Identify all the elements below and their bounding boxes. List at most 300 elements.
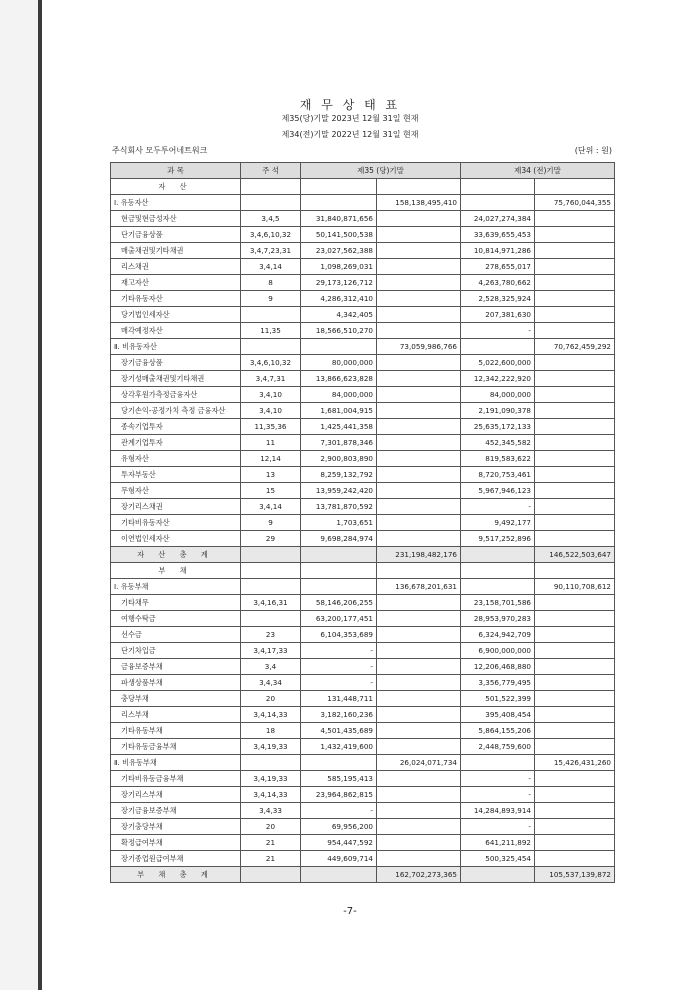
prior-total-cell (535, 627, 615, 643)
current-detail-cell: 1,703,651 (301, 515, 377, 531)
prior-detail-cell: 84,000,000 (461, 387, 535, 403)
note-cell: 3,4,7,23,31 (241, 243, 301, 259)
note-cell: 3,4,6,10,32 (241, 227, 301, 243)
current-detail-cell: 80,000,000 (301, 355, 377, 371)
current-total-cell (377, 259, 461, 275)
current-detail-cell: 131,448,711 (301, 691, 377, 707)
table-row (111, 771, 615, 787)
account-cell: 장기리스부채 (111, 787, 241, 803)
prior-total-cell (535, 355, 615, 371)
current-total-cell (377, 771, 461, 787)
prior-detail-cell (461, 179, 535, 195)
account-cell: 기타유동금융부채 (111, 739, 241, 755)
prior-total-cell (535, 707, 615, 723)
current-detail-cell: 58,146,206,255 (301, 595, 377, 611)
account-cell: 파생상품부채 (111, 675, 241, 691)
current-total-cell (377, 227, 461, 243)
prior-detail-cell: 12,342,222,920 (461, 371, 535, 387)
table-row (111, 515, 615, 531)
prior-detail-cell: - (461, 819, 535, 835)
current-detail-cell (301, 179, 377, 195)
prior-total-cell (535, 723, 615, 739)
prior-total-cell (535, 851, 615, 867)
current-total-cell: 162,702,273,365 (377, 867, 461, 883)
prior-total-cell (535, 275, 615, 291)
current-detail-cell: 31,840,871,656 (301, 211, 377, 227)
current-detail-cell: 63,200,177,451 (301, 611, 377, 627)
table-row (111, 755, 615, 771)
account-cell: 리스부채 (111, 707, 241, 723)
prior-total-cell (535, 291, 615, 307)
current-detail-cell: - (301, 675, 377, 691)
current-detail-cell: - (301, 659, 377, 675)
prior-detail-cell: 395,408,454 (461, 707, 535, 723)
note-cell: 11,35,36 (241, 419, 301, 435)
account-cell: 관계기업투자 (111, 435, 241, 451)
account-cell: 당기손익-공정가치 측정 금융자산 (111, 403, 241, 419)
table-row (111, 579, 615, 595)
table-row (111, 275, 615, 291)
current-total-cell (377, 307, 461, 323)
prior-detail-cell: - (461, 787, 535, 803)
account-cell: 자 산 (111, 179, 241, 195)
current-detail-cell: - (301, 643, 377, 659)
header-note: 주 석 (241, 163, 301, 179)
note-cell: 11,35 (241, 323, 301, 339)
note-cell: 9 (241, 291, 301, 307)
note-cell: 3,4,14 (241, 259, 301, 275)
prior-detail-cell: 5,864,155,206 (461, 723, 535, 739)
current-total-cell: 136,678,201,631 (377, 579, 461, 595)
note-cell (241, 179, 301, 195)
note-cell: 21 (241, 851, 301, 867)
account-cell: 장기성매출채권및기타채권 (111, 371, 241, 387)
prior-total-cell: 70,762,459,292 (535, 339, 615, 355)
prior-detail-cell: 819,583,622 (461, 451, 535, 467)
current-total-cell (377, 595, 461, 611)
prior-total-cell (535, 611, 615, 627)
account-cell: 장기금융상품 (111, 355, 241, 371)
table-row (111, 195, 615, 211)
table-header-row (111, 163, 615, 179)
account-cell: 기타유동자산 (111, 291, 241, 307)
current-total-cell (377, 403, 461, 419)
prior-detail-cell: 25,635,172,133 (461, 419, 535, 435)
prior-total-cell (535, 819, 615, 835)
note-cell: 15 (241, 483, 301, 499)
prior-total-cell (535, 243, 615, 259)
current-detail-cell: 18,566,510,270 (301, 323, 377, 339)
table-row (111, 787, 615, 803)
account-cell: 상각후원가측정금융자산 (111, 387, 241, 403)
prior-detail-cell: 452,345,582 (461, 435, 535, 451)
note-cell: 3,4,33 (241, 803, 301, 819)
page-number: -7- (343, 906, 357, 917)
current-total-cell (377, 515, 461, 531)
current-detail-cell: 1,425,441,358 (301, 419, 377, 435)
account-cell: 리스채권 (111, 259, 241, 275)
table-row (111, 419, 615, 435)
current-total-cell (377, 819, 461, 835)
note-cell: 3,4,14 (241, 499, 301, 515)
prior-total-cell (535, 387, 615, 403)
account-cell: Ⅰ. 유동자산 (111, 195, 241, 211)
company-name: 주식회사 모두투어네트워크 (112, 146, 208, 155)
current-detail-cell: 1,681,004,915 (301, 403, 377, 419)
current-detail-cell (301, 755, 377, 771)
note-cell: 20 (241, 819, 301, 835)
current-detail-cell (301, 547, 377, 563)
prior-total-cell (535, 835, 615, 851)
prior-detail-cell: 2,191,090,378 (461, 403, 535, 419)
current-total-cell (377, 211, 461, 227)
note-cell: 3,4,6,10,32 (241, 355, 301, 371)
current-detail-cell: 13,959,242,420 (301, 483, 377, 499)
prior-total-cell (535, 563, 615, 579)
account-cell: 장기금융보증부채 (111, 803, 241, 819)
prior-detail-cell: - (461, 499, 535, 515)
table-row (111, 499, 615, 515)
current-detail-cell (301, 195, 377, 211)
current-detail-cell: 69,956,200 (301, 819, 377, 835)
table-row (111, 803, 615, 819)
account-cell: 확정급여부채 (111, 835, 241, 851)
table-row (111, 339, 615, 355)
table-row (111, 307, 615, 323)
prior-total-cell (535, 211, 615, 227)
current-total-cell (377, 611, 461, 627)
current-detail-cell (301, 563, 377, 579)
current-detail-cell (301, 867, 377, 883)
current-total-cell (377, 803, 461, 819)
prior-detail-cell: 501,522,399 (461, 691, 535, 707)
prior-detail-cell (461, 339, 535, 355)
current-total-cell (377, 243, 461, 259)
current-detail-cell (301, 339, 377, 355)
account-cell: 장기리스채권 (111, 499, 241, 515)
note-cell (241, 563, 301, 579)
prior-total-cell: 90,110,708,612 (535, 579, 615, 595)
note-cell (241, 307, 301, 323)
current-total-cell: 158,138,495,410 (377, 195, 461, 211)
note-cell: 12,14 (241, 451, 301, 467)
account-cell: 매각예정자산 (111, 323, 241, 339)
current-detail-cell: 7,301,878,346 (301, 435, 377, 451)
prior-total-cell (535, 323, 615, 339)
prior-detail-cell: 500,325,454 (461, 851, 535, 867)
current-total-cell (377, 483, 461, 499)
table-row (111, 867, 615, 883)
prior-total-cell (535, 787, 615, 803)
unit-label: (단위 : 원) (574, 146, 612, 155)
account-cell: 장기종업원급여부채 (111, 851, 241, 867)
current-detail-cell: 1,098,269,031 (301, 259, 377, 275)
prior-detail-cell: 3,356,779,495 (461, 675, 535, 691)
table-row (111, 435, 615, 451)
current-detail-cell: 449,609,714 (301, 851, 377, 867)
note-cell: 13 (241, 467, 301, 483)
current-total-cell (377, 179, 461, 195)
current-total-cell (377, 499, 461, 515)
prior-detail-cell: 23,158,701,586 (461, 595, 535, 611)
current-detail-cell: 954,447,592 (301, 835, 377, 851)
table-row (111, 851, 615, 867)
current-total-cell: 26,024,071,734 (377, 755, 461, 771)
note-cell: 3,4,16,31 (241, 595, 301, 611)
prior-total-cell (535, 643, 615, 659)
table-row (111, 563, 615, 579)
note-cell: 3,4 (241, 659, 301, 675)
account-cell: Ⅰ. 유동부채 (111, 579, 241, 595)
prior-total-cell (535, 499, 615, 515)
table-row (111, 659, 615, 675)
current-total-cell (377, 467, 461, 483)
prior-detail-cell (461, 579, 535, 595)
prior-detail-cell: 641,211,892 (461, 835, 535, 851)
note-cell: 3,4,19,33 (241, 739, 301, 755)
table-row (111, 259, 615, 275)
account-cell: 기타비유동자산 (111, 515, 241, 531)
prior-total-cell (535, 451, 615, 467)
prior-detail-cell: 6,900,000,000 (461, 643, 535, 659)
prior-detail-cell: 4,263,780,662 (461, 275, 535, 291)
account-cell: 유형자산 (111, 451, 241, 467)
prior-detail-cell: 33,639,655,453 (461, 227, 535, 243)
account-cell: 단기차입금 (111, 643, 241, 659)
account-cell: 재고자산 (111, 275, 241, 291)
current-total-cell (377, 739, 461, 755)
current-detail-cell: 13,866,623,828 (301, 371, 377, 387)
prior-total-cell (535, 659, 615, 675)
prior-total-cell (535, 227, 615, 243)
table-row (111, 467, 615, 483)
table-row (111, 707, 615, 723)
table-row (111, 595, 615, 611)
table-row (111, 691, 615, 707)
current-detail-cell: 2,900,803,890 (301, 451, 377, 467)
table-row (111, 179, 615, 195)
current-total-cell (377, 675, 461, 691)
table-row (111, 739, 615, 755)
table-row (111, 835, 615, 851)
current-detail-cell: 9,698,284,974 (301, 531, 377, 547)
balance-sheet-table (110, 162, 615, 883)
account-cell: 당기법인세자산 (111, 307, 241, 323)
document-title: 재 무 상 태 표 (299, 98, 401, 112)
current-total-cell (377, 275, 461, 291)
current-total-cell (377, 323, 461, 339)
current-detail-cell: 23,027,562,388 (301, 243, 377, 259)
prior-total-cell (535, 435, 615, 451)
current-total-cell (377, 787, 461, 803)
account-cell: 단기금융상품 (111, 227, 241, 243)
prior-total-cell (535, 307, 615, 323)
note-cell: 3,4,14,33 (241, 707, 301, 723)
table-row (111, 627, 615, 643)
note-cell: 3,4,10 (241, 387, 301, 403)
note-cell: 29 (241, 531, 301, 547)
current-total-cell: 231,198,482,176 (377, 547, 461, 563)
current-total-cell (377, 627, 461, 643)
account-cell: 기타유동부채 (111, 723, 241, 739)
current-total-cell (377, 291, 461, 307)
prior-detail-cell: - (461, 323, 535, 339)
note-cell: 3,4,7,31 (241, 371, 301, 387)
note-cell (241, 195, 301, 211)
prior-detail-cell: 12,206,468,880 (461, 659, 535, 675)
prior-detail-cell: 2,448,759,600 (461, 739, 535, 755)
prior-total-cell (535, 371, 615, 387)
prior-detail-cell: 9,517,252,896 (461, 531, 535, 547)
prior-detail-cell: 5,967,946,123 (461, 483, 535, 499)
current-detail-cell: 585,195,413 (301, 771, 377, 787)
account-cell: 이연법인세자산 (111, 531, 241, 547)
prior-detail-cell (461, 755, 535, 771)
table-row (111, 451, 615, 467)
current-detail-cell: - (301, 803, 377, 819)
header-account: 과 목 (111, 163, 241, 179)
current-total-cell (377, 659, 461, 675)
current-detail-cell (301, 579, 377, 595)
note-cell: 3,4,19,33 (241, 771, 301, 787)
table-row (111, 547, 615, 563)
prior-detail-cell: 24,027,274,384 (461, 211, 535, 227)
account-cell: 선수금 (111, 627, 241, 643)
prior-total-cell (535, 403, 615, 419)
prior-detail-cell: - (461, 771, 535, 787)
account-cell: 기타비유동금융부채 (111, 771, 241, 787)
prior-detail-cell: 5,022,600,000 (461, 355, 535, 371)
account-cell: 투자부동산 (111, 467, 241, 483)
current-detail-cell: 29,173,126,712 (301, 275, 377, 291)
account-cell: 종속기업투자 (111, 419, 241, 435)
table-row (111, 227, 615, 243)
current-total-cell (377, 371, 461, 387)
current-total-cell (377, 707, 461, 723)
prior-detail-cell (461, 867, 535, 883)
prior-total-cell (535, 739, 615, 755)
note-cell: 3,4,5 (241, 211, 301, 227)
prior-total-cell (535, 771, 615, 787)
current-detail-cell: 3,182,160,236 (301, 707, 377, 723)
table-row (111, 371, 615, 387)
account-cell: Ⅱ. 비유동부채 (111, 755, 241, 771)
note-cell: 21 (241, 835, 301, 851)
prior-detail-cell: 2,528,325,924 (461, 291, 535, 307)
current-total-cell (377, 355, 461, 371)
note-cell (241, 755, 301, 771)
account-cell: 기타채무 (111, 595, 241, 611)
note-cell: 8 (241, 275, 301, 291)
note-cell (241, 611, 301, 627)
prior-detail-cell: 8,720,753,461 (461, 467, 535, 483)
prior-total-cell: 75,760,044,355 (535, 195, 615, 211)
current-detail-cell: 23,964,862,815 (301, 787, 377, 803)
note-cell: 3,4,17,33 (241, 643, 301, 659)
note-cell: 20 (241, 691, 301, 707)
prior-detail-cell: 6,324,942,709 (461, 627, 535, 643)
account-cell: 부 채 (111, 563, 241, 579)
current-detail-cell: 84,000,000 (301, 387, 377, 403)
scan-margin (0, 0, 38, 990)
current-total-cell (377, 723, 461, 739)
prior-total-cell (535, 691, 615, 707)
prior-total-cell (535, 419, 615, 435)
note-cell: 3,4,14,33 (241, 787, 301, 803)
page-binding-edge (38, 0, 42, 990)
prior-detail-cell: 10,814,971,286 (461, 243, 535, 259)
prior-detail-cell: 9,492,177 (461, 515, 535, 531)
current-total-cell (377, 451, 461, 467)
current-detail-cell: 4,342,405 (301, 307, 377, 323)
table-row (111, 675, 615, 691)
current-detail-cell: 4,286,312,410 (301, 291, 377, 307)
current-detail-cell: 6,104,353,689 (301, 627, 377, 643)
current-total-cell (377, 419, 461, 435)
prior-detail-cell (461, 547, 535, 563)
prior-total-cell (535, 531, 615, 547)
table-row (111, 611, 615, 627)
table-row (111, 323, 615, 339)
prior-total-cell: 15,426,431,260 (535, 755, 615, 771)
current-total-cell (377, 387, 461, 403)
current-detail-cell: 8,259,132,792 (301, 467, 377, 483)
prior-total-cell: 146,522,503,647 (535, 547, 615, 563)
account-cell: 매출채권및기타채권 (111, 243, 241, 259)
header-current: 제35 (당)기말 (301, 163, 461, 179)
prior-total-cell (535, 179, 615, 195)
current-total-cell (377, 531, 461, 547)
prior-detail-cell: 28,953,970,283 (461, 611, 535, 627)
prior-total-cell (535, 675, 615, 691)
header-prior: 제34 (전)기말 (461, 163, 615, 179)
table-row (111, 211, 615, 227)
note-cell (241, 339, 301, 355)
account-cell: 장기충당부채 (111, 819, 241, 835)
account-cell: 여행수탁금 (111, 611, 241, 627)
table-row (111, 819, 615, 835)
prior-detail-cell: 14,284,893,914 (461, 803, 535, 819)
prior-total-cell (535, 803, 615, 819)
account-cell: 자 산 총 계 (111, 547, 241, 563)
account-cell: Ⅱ. 비유동자산 (111, 339, 241, 355)
account-cell: 무형자산 (111, 483, 241, 499)
prior-total-cell (535, 259, 615, 275)
prior-detail-cell: 207,381,630 (461, 307, 535, 323)
table-row (111, 723, 615, 739)
note-cell: 3,4,34 (241, 675, 301, 691)
account-cell: 현금및현금성자산 (111, 211, 241, 227)
current-total-cell (377, 835, 461, 851)
account-cell: 금융보증부채 (111, 659, 241, 675)
current-detail-cell: 4,501,435,689 (301, 723, 377, 739)
prior-total-cell: 105,537,139,872 (535, 867, 615, 883)
current-total-cell: 73,059,986,766 (377, 339, 461, 355)
current-detail-cell: 13,781,870,592 (301, 499, 377, 515)
current-total-cell (377, 691, 461, 707)
account-cell: 부 채 총 계 (111, 867, 241, 883)
period-prior: 제34(전)기말 2022년 12월 31일 현재 (281, 130, 419, 139)
table-row (111, 531, 615, 547)
table-row (111, 483, 615, 499)
current-total-cell (377, 563, 461, 579)
note-cell: 9 (241, 515, 301, 531)
account-cell: 충당부채 (111, 691, 241, 707)
table-row (111, 643, 615, 659)
prior-total-cell (535, 515, 615, 531)
table-row (111, 243, 615, 259)
prior-detail-cell: 278,655,017 (461, 259, 535, 275)
